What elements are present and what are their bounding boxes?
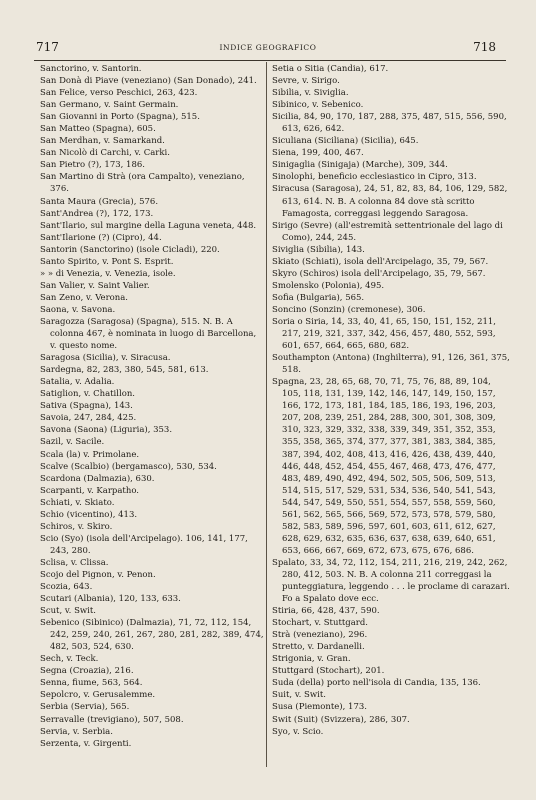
- index-entry: Scalve (Scalbio) (bergamasco), 530, 534.: [40, 461, 217, 472]
- index-entry: San Donà di Piave (veneziano) (San Donado), 241.: [40, 76, 257, 87]
- index-entry: Sevre, v. Sirigo.: [272, 76, 340, 87]
- index-entry: Sinolophi, beneficio ecclesiastico in Cipro, 313.: [272, 172, 477, 183]
- index-entry: Sclisa, v. Clissa.: [40, 557, 109, 568]
- index-entry: San Germano, v. Saint Germain.: [40, 100, 179, 111]
- index-entry: Scarpanti, v. Karpatho.: [40, 485, 139, 496]
- index-entry: San Giovanni in Porto (Spagna), 515.: [40, 112, 200, 123]
- index-entry: Stretto, v. Dardanelli.: [272, 642, 365, 653]
- index-entry: San Matteo (Spagna), 605.: [40, 124, 156, 135]
- index-entry: San Merdhan, v. Samarkand.: [40, 136, 165, 147]
- page-number-right: 718: [473, 40, 496, 54]
- index-entry: San Valier, v. Saint Valier.: [40, 280, 150, 291]
- index-entry: Scio (Syo) (isola dell'Arcipelago). 106, 141, 177, 243, 280.: [40, 533, 248, 556]
- index-entry: Schiros, v. Skiro.: [40, 521, 113, 532]
- index-entry: Strigonia, v. Gran.: [272, 654, 351, 665]
- index-entry: Sazil, v. Sacile.: [40, 437, 105, 448]
- index-entry: Sibinico, v. Sebenico.: [272, 100, 364, 111]
- page-header: [0, 40, 536, 56]
- index-entry: Smolensko (Polonia), 495.: [272, 280, 385, 291]
- index-entry: Santa Maura (Grecia), 576.: [40, 196, 159, 207]
- index-entry: Sant'Andrea (?), 172, 173.: [40, 208, 154, 219]
- index-entry: Sibilia, v. Siviglia.: [272, 88, 349, 99]
- index-entry: Sepolcro, v. Gerusalemme.: [40, 690, 156, 701]
- index-entry: Savoia, 247, 284, 425.: [40, 413, 137, 424]
- column-divider: [266, 62, 267, 767]
- index-entry: Santorin (Sanctorino) (isole Cicladi), 220.: [40, 244, 220, 255]
- index-entry: Stiria, 66, 428, 437, 590.: [272, 606, 380, 617]
- index-entry: Satiglion, v. Chatillon.: [40, 389, 136, 400]
- index-entry: Stuttgard (Stochart), 201.: [272, 666, 385, 677]
- index-entry: Sinigaglia (Sinigaja) (Marche), 309, 344.: [272, 160, 448, 171]
- index-entry: Suda (della) porto nell'isola di Candia, 135, 136.: [272, 678, 481, 689]
- index-entry: Sanctorino, v. Santorin.: [40, 64, 142, 74]
- header-rule: [34, 60, 506, 61]
- index-entry: Scozia, 643.: [40, 582, 93, 593]
- index-entry: Siviglia (Sibilia), 143.: [272, 244, 365, 255]
- index-entry: Saragozza (Saragosa) (Spagna), 515. N. B. A colonna 467, è nominata in luogo di Barcellona, v. questo nome.: [40, 316, 257, 352]
- index-entry: San Zeno, v. Verona.: [40, 292, 129, 303]
- index-entry: Satalia, v. Adalia.: [40, 377, 115, 388]
- index-entry: Siracusa (Saragosa), 24, 51, 82, 83, 84, 106, 129, 582, 613, 614. N. B. A colonna 84 dove stà scritto Famagosta, correggasi leggendo Saragosa.: [272, 184, 508, 219]
- index-entry: Santo Spirito, v. Pont S. Esprit.: [40, 256, 174, 267]
- index-entry: Southampton (Antona) (Inghilterra), 91, 126, 361, 375, 518.: [272, 353, 510, 376]
- index-entry: Spalato, 33, 34, 72, 112, 154, 211, 216, 219, 242, 262, 280, 412, 503. N. B. A colonna 211 correggasi la punteggiatura, leggendo . . . le proclame di carazari. Fo a Spalato dove ecc.: [272, 557, 510, 605]
- index-entry: Scojo del Pignon, v. Penon.: [40, 569, 156, 580]
- index-entry: San Nicolò di Carchi, v. Carki.: [40, 148, 170, 159]
- index-entry: Savona (Saona) (Liguria), 353.: [40, 425, 173, 436]
- index-entry: Siculiana (Siciliana) (Sicilia), 645.: [272, 136, 419, 147]
- index-entry: Spagna, 23, 28, 65, 68, 70, 71, 75, 76, 88, 89, 104, 105, 118, 131, 139, 142, 146, 147, 149, 150, 157, 166, 172, 173, 181, 184, 185, 186, 193, 196, 203, 207, 208, 239, 251, 284, 288, 300, 301, 308, 309, 310, 323, 329, 332, 338, 339, 349, 351, 352, 353, 355, 358, 365, 374, 377, 377, 381, 383, 384, 385, 387, 394, 402, 408, 413, 416, 426, 438, 439, 440, 446, 448, 452, 454, 455, 467, 468, 473, 476, 477, 483, 489, 490, 492, 494, 502, 505, 506, 509, 513, 514, 515, 517, 529, 531, 534, 536, 540, 541, 543, 544, 547, 549, 550, 551, 554, 557, 558, 559, 560, 561, 562, 565, 566, 569, 572, 573, 578, 579, 580, 582, 583, 589, 596, 597, 601, 603, 611, 612, 627, 628, 629, 632, 635, 636, 637, 638, 639, 640, 651, 653, 666, 667, 669, 672, 673, 675, 676, 686.: [272, 377, 496, 556]
- index-entry: San Felice, verso Peschici, 263, 423.: [40, 88, 198, 99]
- index-entry: Sech, v. Teck.: [40, 654, 99, 665]
- index-column-left: [40, 63, 264, 750]
- index-entry: Saona, v. Savona.: [40, 304, 116, 315]
- index-entry: Sebenico (Sibinico) (Dalmazia), 71, 72, 112, 154, 242, 259, 240, 261, 267, 280, 281, 282, 389, 474, 482, 503, 524, 630.: [40, 618, 264, 653]
- index-entry: Skiato (Schiati), isola dell'Arcipelago, 35, 79, 567.: [272, 256, 489, 267]
- running-title: INDICE GEOGRAFICO: [219, 43, 317, 52]
- index-entry: Sirigo (Sevre) (all'estremità settentrionale del lago di Como), 244, 245.: [272, 220, 503, 243]
- index-entry: Sofia (Bulgaria), 565.: [272, 292, 365, 303]
- index-entry: Stochart, v. Stuttgard.: [272, 618, 368, 629]
- index-entry: » » di Venezia, v. Venezia, isole.: [40, 268, 176, 279]
- index-entry: Sativa (Spagna), 143.: [40, 401, 133, 412]
- index-entry: San Martino di Strà (ora Campalto), veneziano, 376.: [40, 172, 245, 195]
- index-entry: Skyro (Schiros) isola dell'Arcipelago, 35, 79, 567.: [272, 268, 486, 279]
- index-entry: Syo, v. Scio.: [272, 726, 324, 737]
- index-entry: Senna, fiume, 563, 564.: [40, 678, 143, 689]
- index-entry: Susa (Piemonte), 173.: [272, 702, 367, 713]
- index-entry: Swit (Suit) (Svizzera), 286, 307.: [272, 714, 410, 725]
- index-entry: Sicilia, 84, 90, 170, 187, 288, 375, 487, 515, 556, 590, 613, 626, 642.: [272, 112, 507, 135]
- index-entry: Servia, v. Serbia.: [40, 726, 113, 737]
- index-entry: San Pietro (?), 173, 186.: [40, 160, 145, 171]
- index-entry: Sardegna, 82, 283, 380, 545, 581, 613.: [40, 365, 209, 376]
- index-entry: Scut, v. Swit.: [40, 606, 97, 617]
- index-entry: Schio (vicentino), 413.: [40, 509, 138, 520]
- index-entry: Scala (la) v. Primolane.: [40, 449, 140, 460]
- index-column-right: [272, 63, 510, 738]
- index-entry: Strà (veneziano), 296.: [272, 630, 368, 641]
- index-entry: Serzenta, v. Girgenti.: [40, 738, 132, 749]
- index-entry: Soria o Siria, 14, 33, 40, 41, 65, 150, 151, 152, 211, 217, 219, 321, 337, 342, 456, 457, 480, 552, 593, 601, 657, 664, 665, 680, 682.: [272, 316, 497, 352]
- index-entry: Suit, v. Swit.: [272, 690, 326, 701]
- page-number-left: 717: [36, 40, 59, 54]
- index-entry: Scutari (Albania), 120, 133, 633.: [40, 594, 181, 605]
- index-entry: Sant'Ilarione (?) (Cipro), 44.: [40, 232, 162, 243]
- index-entry: Sant'Ilario, sul margine della Laguna veneta, 448.: [40, 220, 257, 231]
- index-entry: Siena, 199, 400, 467.: [272, 148, 364, 159]
- index-entry: Setia o Sitia (Candia), 617.: [272, 64, 389, 74]
- index-entry: Saragosa (Sicilia), v. Siracusa.: [40, 353, 171, 364]
- index-entry: Soncino (Sonzin) (cremonese), 306.: [272, 304, 426, 315]
- index-entry: Schiati, v. Skiato.: [40, 497, 115, 508]
- index-entry: Serbia (Servia), 565.: [40, 702, 130, 713]
- index-entry: Scardona (Dalmazia), 630.: [40, 473, 155, 484]
- index-entry: Segna (Croazia), 216.: [40, 666, 134, 677]
- index-entry: Serravalle (trevigiano), 507, 508.: [40, 714, 184, 725]
